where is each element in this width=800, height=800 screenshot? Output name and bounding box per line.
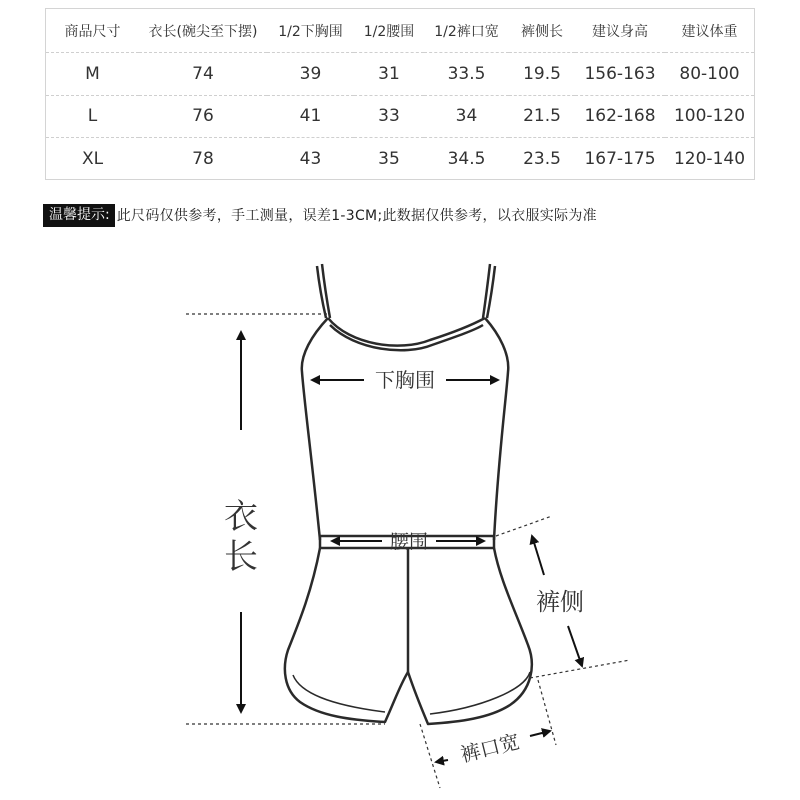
tip-label: 温馨提示: [43,204,115,227]
length-label-2: 长 [224,537,258,577]
side-label: 裤侧 [536,588,584,616]
hem-arrow-right [530,731,550,736]
cell-hem-width: 34 [424,95,509,138]
cell-side-length: 19.5 [509,53,575,96]
cell-hem-width: 33.5 [424,53,509,96]
waist-label: 腰围 [389,531,429,553]
cell-height: 162-168 [575,95,665,138]
header-height: 建议身高 [575,9,665,53]
hem-label: 裤口宽 [457,729,523,767]
cell-length: 74 [139,53,267,96]
cell-size: XL [81,148,104,169]
side-arrow-down [568,626,582,666]
cell-side-length: 21.5 [509,95,575,138]
header-weight: 建议体重 [665,9,754,53]
cell-weight: 100-120 [665,95,754,138]
cell-waist: 33 [354,95,424,138]
cell-weight: 80-100 [665,53,754,96]
hem-width-measure [420,680,556,788]
cell-length: 76 [139,95,267,138]
underbust-label: 下胸围 [375,368,435,392]
cell-height: 167-175 [584,148,656,169]
cell-underbust: 41 [267,95,354,138]
tip-text: 此尺码仅供参考，手工测量，误差1-3CM;此数据仅供参考，以衣服实际为准 [116,208,597,224]
header-size: 商品尺寸 [46,9,139,53]
cell-hem-width: 34.5 [447,148,486,169]
cell-waist: 31 [354,53,424,96]
header-hem-width: 1/2裤口宽 [424,9,509,53]
length-label-1: 衣 [224,497,258,537]
underbust-measure [312,368,498,392]
side-arrow-up [532,536,544,575]
side-length-measure [496,516,630,678]
cell-size: L [46,95,139,138]
camisole-outline [302,264,508,540]
waist-measure [332,531,484,553]
cell-waist: 35 [378,148,400,169]
cell-size: M [46,53,139,96]
cell-height: 156-163 [575,53,665,96]
shorts-outline [285,536,532,724]
header-waist: 1/2腰围 [354,9,424,53]
cell-length: 78 [192,148,214,169]
cell-side-length: 23.5 [523,148,561,169]
hem-arrow-left [436,760,448,762]
cell-weight: 120-140 [673,148,746,169]
header-side-length: 裤侧长 [509,9,575,53]
header-length: 衣长(碗尖至下摆) [139,9,267,53]
cell-underbust: 43 [299,148,322,169]
cell-underbust: 39 [267,53,354,96]
header-underbust: 1/2下胸围 [267,9,354,53]
